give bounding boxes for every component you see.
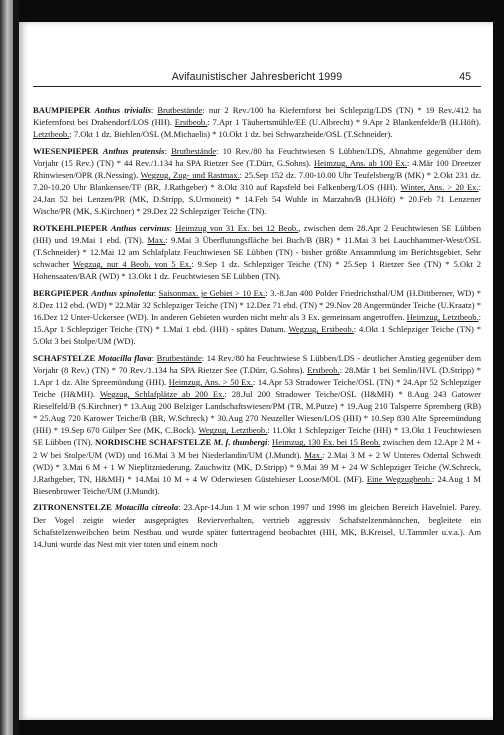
entry-text: : 4.Mär 100 Dreetzer Rhinwiesen/OPR (R.Nessing). [33,157,482,180]
facing-page-edge [0,0,13,735]
entry-text: : [267,437,273,448]
section-heading: Heimzug, Letztbeob. [406,312,479,322]
entry-text: : 24.Aug 1 M Biesenbrower Teiche/UM (J.Mundt). [33,473,481,496]
entry-text: : 14 Rev./80 ha Feuchtwiese S Lübben/LDS - deutlicher Anstieg gegenüber dem Vorjahr (8 Rev.) (TN) * 70 Rev./1.134 ha SPA Rietzer See (T.Dürr, G.Sohns). [33,352,481,375]
page-header [33,70,481,87]
entry-text: : [150,105,158,115]
species-name: BERGPIEPER [33,287,89,298]
species-entry [33,352,481,497]
species-name: BAUMPIEPER [33,105,91,115]
section-heading: Brutbestände [157,105,203,115]
entry-text: : 3.-8.Jan 400 Polder Friedrichsthal/UM (H.Dittberner, WD) * 8.Dez 112 ebd. (WD) * 22.Mär 32 Schlepziger Teiche (TN) * 12.Dez 71 ebd. (TN) * 29.Nov 28 Angermünder Teiche (U.Kraatz) * 16.Dez 12 Unter-Uckersee (WD). In anderen Gebieten wurden nicht mehr als 3 Ex. gemeinsam angetroffen. [33,287,481,322]
section-heading: Letztbeob. [33,129,70,140]
species-name: SCHAFSTELZE [33,352,96,363]
section-heading: Wegzug, nur 4 Beob. von 5 Ex. [72,259,192,270]
entry-text: : 4.Okt 1 Schlepziger Teiche (TN) * 5.Okt 3 bei Stolpe/UM (WD). [33,324,481,347]
entry-text: : 9.Sep 1 dz. Schlepziger Teiche (TN) * 25.Sep 1 Rietzer See (TN) * 5.Okt 2 Hohensaaten/BAR (WD) * 13.Okt 1 dz. Feuchtwiesen SE Lübben (TN). [33,259,481,282]
entry-text: : 9.Mai 3 Überflutungsfläche bei Buch/B (BR) * 11.Mai 3 bei Lauchhammer-West/OSL (T.Schneider) * 12.Mai 12 am Schlafplatz Feuchtwiesen SE Lübben (TN) - bisher größte Ansammlung im Berichtsgebiet. Sehr schwacher [33,234,481,270]
entry-text: : 11.Okt 1 Schlepziger Teiche (HH) * 13.Okt 1 Feuchtwiesen SE Lübben (TN). [33,425,481,448]
section-heading: Heimzug, 130 Ex. bei 15 Beob. [272,437,381,448]
latin-name: Motacilla flava [97,352,152,363]
entry-text: : 23.Apr-14.Jun 1 M wie schon 1997 und 1998 im gleichen Bereich Havelniel. Parey. Der Vogel zeigte wieder ausgeprägtes Revierverhalten, vertrieb aggressiv Schafstelzenmännchen, begleitete ein Schafstelzenweibchen beim Nestbau und wurde später futtertragend beobachtet (HH, MK, B.Kreisel, U.Tammler u.v.a.). Am 14.Juni wurde das Nest mit vier toten und einem noch [33,502,481,549]
species-name: ROTKEHLPIEPER [33,222,108,233]
latin-name: Motacilla citreola [114,502,179,513]
section-heading: Max. [147,234,166,245]
entry-text: : 28.Jul 200 Stradower Teiche/OSL (H&MH) * 8.Aug 243 Gatower Rieselfeld/B (S.Kirchner) * 13.Aug 200 Belziger Landschaftswiesen/PM (TR, M.Putze) * 19.Aug 210 Talsperre Spremberg (RB) * 25.Aug 720 Karower Teiche/B (BR, W.Schreck) * 30.Aug 270 Neuzeller Wiesen/LOS (HH) * 10.Sep 830 Alte Spreemündung (HH) * 19.Sep 670 Gülper See (MK, C.Bock). [33,389,481,436]
latin-name: Anthus pratensis [102,145,165,156]
section-heading: Max. [304,449,323,460]
latin-name: Anthus spinoletta [91,287,154,298]
entry-text: : [164,145,172,156]
entry-text: : 15.Apr 1 Schlepziger Teiche (TN) * 1.Mai 1 ebd. (HH) - spätes Datum. [33,312,481,335]
species-entry [33,222,481,282]
section-heading: Erstbeob. [307,364,340,375]
species-entry [33,501,481,549]
species-name: WIESENPIEPER [33,145,99,156]
page-number: 45 [459,71,471,83]
section-heading: Wegzug, Letztbeob. [198,425,268,436]
entry-text: : 10 Rev./80 ha Feuchtwiesen S Lübben/LDS, Abnahme gegenüber dem Vorjahr (15 Rev.) (TN) * 44 Rev./1.134 ha SPA Rietzer See (T.Dürr, G.Sohns). [33,145,481,168]
entry-text: : 24.Jan 52 bei Lenzen/PR (MK, D.Stripp, S.Urmoneit) * 14.Feb 54 Wuhle in Marzahn/B (H.Höft) * 20.Feb 71 Lenzener Wische/PR (MK, S.Kirchner) * 29.Dez 22 Schlepziger Teiche (TN). [33,182,481,217]
book-page [19,22,493,720]
species-entry [33,104,481,140]
species-name: ZITRONENSTELZE [33,502,112,513]
section-heading: Brutbestände [156,352,202,363]
section-heading: Wegzug, Schlafplätze ab 200 Ex. [99,389,225,400]
latin-name: Anthus trivialis [94,105,151,115]
entry-text: : [169,222,176,233]
entry-text: : 7.Apr 1 Täubertsmühle/EE (U.Albrecht) * 9.Apr 2 Blankenfelde/B (H.Höft). [207,117,482,128]
species-entry [33,145,481,218]
entry-text: : 2.Mai 3 M + 2 W Unteres Odertal Schwedt (WD) * 3.Mai 6 M + 1 W Nieplitzniederung. Zauchwitz (MK, D.Stripp) * 9.Mai 39 M + 24 W Schlepziger Teiche (W.Schreck, J.Rathgeber, TN, H&MH) * 14.Mai 10 M + 4 W Oderwiesen Güstebieser Loose/MOL (MF). [33,449,481,484]
entry-text: zwischen dem 12.Apr 2 M + 2 W bei Stolpe/UM (WD) und 16.Mai 3 M bei Niederlandin/UM (J.Mundt). [33,437,482,460]
entry-text: : 7.Okt 1 dz. Biehlen/OSL (M.Michaelis) * 10.Okt 1 dz. bei Schwarzheide/OSL (T.Schneider). [69,129,393,140]
section-heading: Eine Wegzugbeob. [366,473,432,484]
running-title: Avifaunistischer Jahresbericht 1999 [171,71,343,83]
entry-text: : nur 2 Rev./100 ha Kiefernforst bei Schlepzig/LDS (TN) * 19 Rev./412 ha Kiefernforst bei Drahendorf/LOS (HH). [33,105,482,128]
entry-text: M. f. thunbergi [213,437,268,448]
entry-text: : 25.Sep 152 dz. 7.00-10.00 Uhr Teufelsberg/B (MK) * 2.Okt 231 dz. 7.20-10.20 Uhr Blankensee/TF (BR, J.Rathgeber) * 8.Okt 310 auf Rapsfeld bei Falkenberg/LOS (HH). [33,169,481,193]
entry-text: : 14.Apr 53 Stradower Teiche/OSL (TN) * 24.Apr 52 Schlepziger Teiche (H&MH). [33,376,481,400]
report-body [33,104,481,554]
section-heading: Wegzug, Zug- und Rastmax. [140,169,240,180]
section-heading: Erstbeob. [174,117,208,128]
section-heading: Winter, Ans. > 20 Ex. [400,182,479,193]
section-heading: Heimzug von 31 Ex. bei 12 Beob. [175,222,299,233]
section-heading: Wegzug, Erstbeob. [288,324,354,335]
section-heading: Brutbestände [171,145,217,156]
entry-text: , zwischen dem 28.Apr 2 Feuchtwiesen SE Lübben (HH) und 19.Mai 1 ebd. (TN). [33,222,481,245]
section-heading: Heimzug, Ans. ab 100 Ex. [313,157,408,168]
species-entry [33,287,481,347]
section-heading: Heimzug, Ans. > 50 Ex. [168,376,253,387]
entry-text: : [151,352,157,363]
latin-name: Anthus cervinus [110,222,170,233]
entry-text: : [153,287,159,298]
entry-text: : 28.Mär 1 bei Semlin/HVL (D.Stripp) * 1.Apr 1 dz. Alte Spreemündung (HH). [33,364,481,387]
section-heading: Saisonmax. je Gebiet > 10 Ex. [158,287,266,298]
entry-text: NORDISCHE SCHAFSTELZE [95,437,214,448]
